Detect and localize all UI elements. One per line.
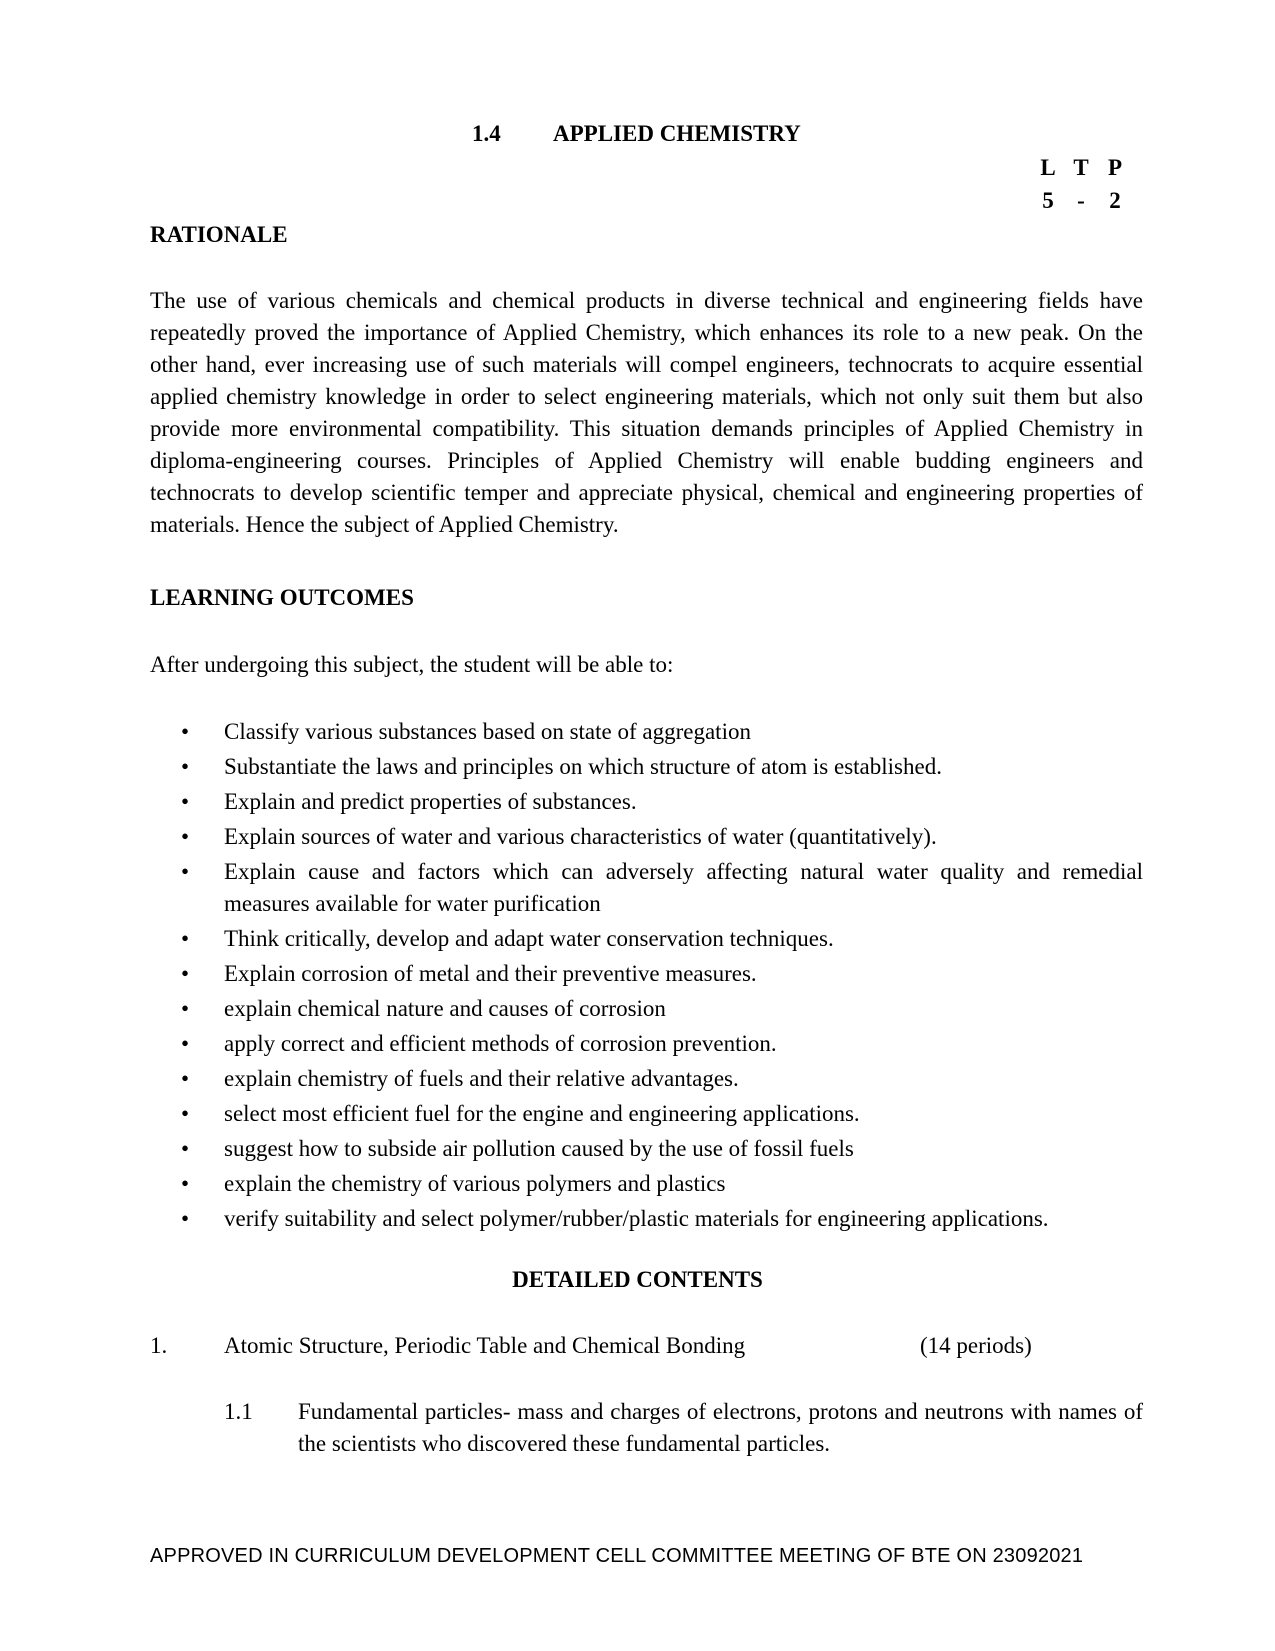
list-item [150,923,1143,955]
list-item-text: suggest how to subside air pollution caused by the use of fossil fuels [224,1136,854,1161]
list-item [150,786,1143,818]
list-item [150,821,1143,853]
bullet-icon: • [181,719,190,744]
list-item [150,1098,1143,1130]
list-item-text: Think critically, develop and adapt water conservation techniques. [224,926,834,951]
detailed-contents-heading: DETAILED CONTENTS [512,1267,763,1292]
ltp-value-t: - [1077,188,1085,213]
list-item [150,1133,1143,1165]
page-footer: APPROVED IN CURRICULUM DEVELOPMENT CELL COMMITTEE MEETING OF BTE ON 23092021 [150,1545,1084,1567]
ltp-value-p: 2 [1109,188,1121,213]
list-item-text: explain the chemistry of various polymers and plastics [224,1171,726,1196]
bullet-icon: • [181,926,190,951]
list-item [150,751,1143,783]
list-item [150,1063,1143,1095]
list-item-text: Explain sources of water and various characteristics of water (quantitatively). [224,824,937,849]
learning-outcomes-intro: After undergoing this subject, the student will be able to: [150,652,674,677]
list-item [150,1028,1143,1060]
list-item-text: Explain cause and factors which can adversely affecting natural water quality and remedial measures available for water purification [224,859,1143,916]
bullet-icon: • [181,996,190,1021]
bullet-icon: • [181,1066,190,1091]
bullet-icon: • [181,1136,190,1161]
list-item-text: Classify various substances based on state of aggregation [224,719,751,744]
bullet-icon: • [181,961,190,986]
bullet-icon: • [181,1171,190,1196]
bullet-icon: • [181,1101,190,1126]
ltp-label-t: T [1073,155,1089,180]
list-item-text: Explain corrosion of metal and their preventive measures. [224,961,757,986]
list-item [150,1168,1143,1200]
bullet-icon: • [181,824,190,849]
list-item [150,958,1143,990]
list-item [150,856,1143,920]
bullet-icon: • [181,859,190,884]
ltp-label-l: L [1040,155,1056,180]
section-number: 1.4 [472,121,501,146]
list-item-text: Substantiate the laws and principles on which structure of atom is established. [224,754,942,779]
bullet-icon: • [181,789,190,814]
subsection-1-1-number: 1.1 [224,1399,253,1424]
learning-outcomes-list [150,716,1143,1238]
rationale-heading: RATIONALE [150,222,288,247]
ltp-label-p: P [1107,155,1123,180]
ltp-value-l: 5 [1042,188,1054,213]
list-item-text: explain chemistry of fuels and their relative advantages. [224,1066,739,1091]
bullet-icon: • [181,754,190,779]
section-1-number: 1. [150,1333,168,1358]
list-item-text: Explain and predict properties of substances. [224,789,637,814]
bullet-icon: • [181,1206,190,1231]
list-item-text: explain chemical nature and causes of corrosion [224,996,666,1021]
subsection-1-1-text: Fundamental particles- mass and charges of electrons, protons and neutrons with names of the scientists who discovered these fundamental particles. [298,1399,1143,1456]
list-item-text: verify suitability and select polymer/rubber/plastic materials for engineering applications. [224,1206,1049,1231]
bullet-icon: • [181,1031,190,1056]
list-item-text: apply correct and efficient methods of corrosion prevention. [224,1031,777,1056]
list-item [150,716,1143,748]
list-item [150,993,1143,1025]
learning-outcomes-heading: LEARNING OUTCOMES [150,585,414,610]
page-title: APPLIED CHEMISTRY [553,121,801,146]
list-item-text: select most efficient fuel for the engine and engineering applications. [224,1101,860,1126]
rationale-paragraph: The use of various chemicals and chemical products in diverse technical and engineering fields have repeatedly proved the importance of Applied Chemistry, which enhances its role to a new peak. On the other hand, ever increasing use of such materials will compel engineers, technocrats to acquire essential applied chemistry knowledge in order to select engineering materials, which not only suit them but also provide more environmental compatibility. This situation demands principles of Applied Chemistry in diploma-engineering courses. Principles of Applied Chemistry will enable budding engineers and technocrats to develop scientific temper and appreciate physical, chemical and engineering properties of materials. Hence the subject of Applied Chemistry. [150,288,1143,537]
list-item [150,1203,1143,1235]
section-1-periods: (14 periods) [920,1333,1032,1358]
section-1-title: Atomic Structure, Periodic Table and Chemical Bonding [224,1333,746,1358]
